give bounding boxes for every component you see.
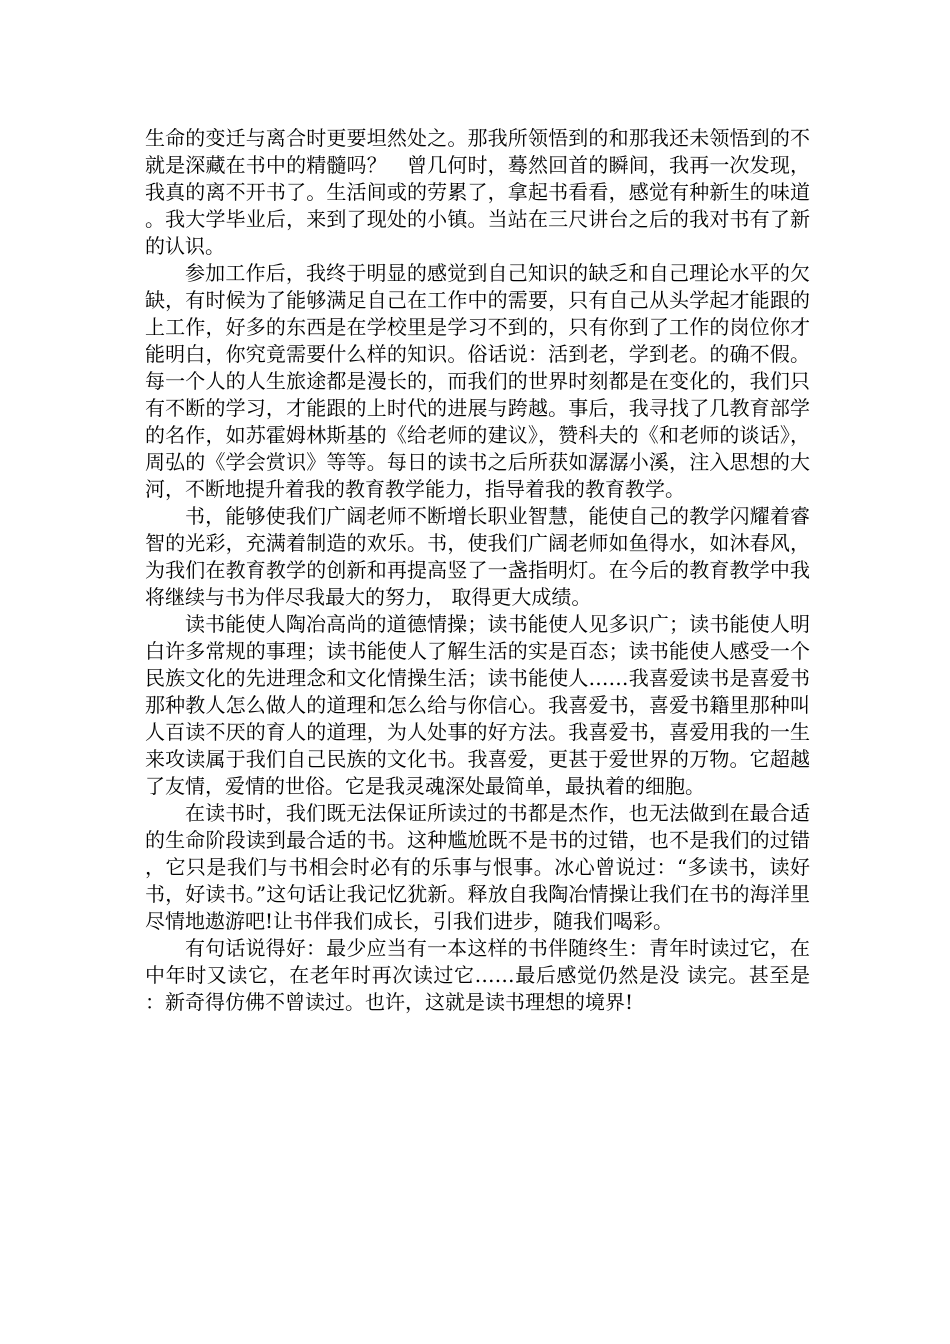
paragraph-4: 读书能使人陶冶高尚的道德情操；读书能使人见多识广；读书能使人明白许多常规的事理；读书能使人了解生活的实是百态；读书能使人感受一个民族文化的先进理念和文化情操生活；读书能使人……我喜爱读书是喜爱书那种教人怎么做人的道理和怎么给与你信心。我喜爱书，喜爱书籍里那种叫人百读不厌的育人的道理，为人处事的好方法。我喜爱书，喜爱用我的一生来攻读属于我们自己民族的文化书。我喜爱，更甚于爱世界的万物。它超越了友情，爱情的世俗。它是我灵魂深处最简单，最执着的细胞。 (145, 612, 810, 798)
paragraph-1: 生命的变迁与离合时更要坦然处之。那我所领悟到的和那我还未领悟到的不就是深藏在书中的精髓吗？ 曾几何时，蓦然回首的瞬间，我再一次发现，我真的离不开书了。生活间或的劳累了，拿起书看看，感觉有种新生的味道。我大学毕业后，来到了现处的小镇。当站在三尺讲台之后的我对书有了新的认识。 (145, 126, 810, 258)
paragraph-3: 书，能够使我们广阔老师不断增长职业智慧，能使自己的教学闪耀着睿智的光彩，充满着制造的欢乐。书，使我们广阔老师如鱼得水，如沐春风，为我们在教育教学的创新和再提高竖了一盏指明灯。在今后的教育教学中我将继续与书为伴尽我最大的努力， 取得更大成绩。 (145, 504, 810, 609)
paragraph-2: 参加工作后，我终于明显的感觉到自己知识的缺乏和自己理论水平的欠缺，有时候为了能够满足自己在工作中的需要，只有自己从头学起才能跟的上工作，好多的东西是在学校里是学习不到的，只有你到了工作的岗位你才能明白，你究竟需要什么样的知识。俗话说：活到老，学到老。的确不假。每一个人的人生旅途都是漫长的，而我们的世界时刻都是在变化的，我们只有不断的学习，才能跟的上时代的进展与跨越。事后，我寻找了几教育部学的名作，如苏霍姆林斯基的《给老师的建议》，赞科夫的《和老师的谈话》，周弘的《学会赏识》等等。每日的读书之后所获如潺潺小溪，注入思想的大河，不断地提升着我的教育教学能力，指导着我的教育教学。 (145, 261, 810, 501)
paragraph-6: 有句话说得好：最少应当有一本这样的书伴随终生：青年时读过它，在中年时又读它，在老年时再次读过它……最后感觉仍然是没 读完。甚至是：新奇得仿佛不曾读过。也许，这就是读书理想的境界! (145, 936, 810, 1014)
document-page (145, 125, 810, 1016)
paragraph-5: 在读书时，我们既无法保证所读过的书都是杰作，也无法做到在最合适的生命阶段读到最合适的书。这种尴尬既不是书的过错，也不是我们的过错，它只是我们与书相会时必有的乐事与恨事。冰心曾说过：“多读书，读好书，好读书。”这句话让我记忆犹新。释放自我陶冶情操让我们在书的海洋里尽情地遨游吧!让书伴我们成长，引我们进步，随我们喝彩。 (145, 801, 810, 933)
